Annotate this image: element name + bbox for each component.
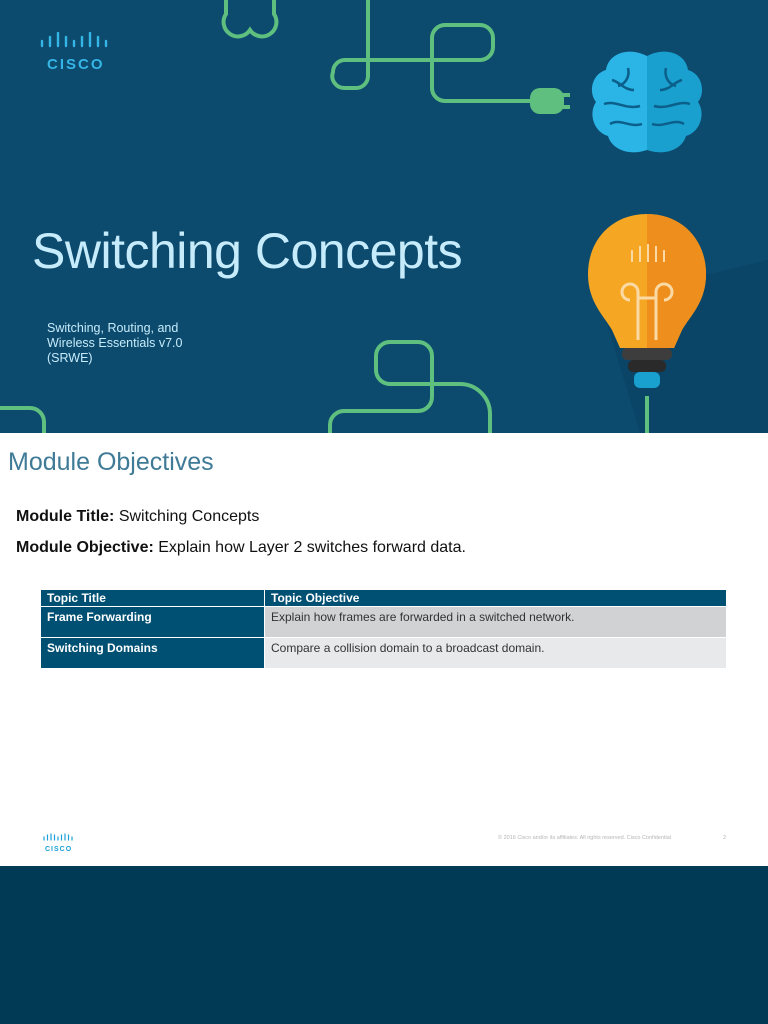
module-objective-line: [16, 539, 466, 557]
module-title-value: Switching Concepts: [118, 508, 260, 525]
column-header-topic-title: Topic Title: [41, 590, 265, 607]
table-row: [41, 607, 727, 638]
module-objective-value: Explain how Layer 2 switches forward data.: [158, 539, 466, 556]
plug-icon: [530, 88, 570, 114]
table-row: [41, 638, 727, 669]
topic-title-cell: Switching Domains: [41, 638, 265, 669]
footer-cisco-logo: [42, 828, 74, 853]
background-band: [0, 866, 768, 1024]
table-header-row: [41, 590, 727, 607]
cisco-logo: [38, 32, 110, 73]
topics-table: [40, 589, 727, 669]
course-subtitle: Switching, Routing, and Wireless Essentials v7.0 (SRWE): [47, 321, 183, 365]
cisco-logo-text: CISCO: [47, 56, 105, 73]
line-art-decoration: [0, 0, 768, 433]
footer-logo-text: CISCO: [45, 846, 73, 853]
copyright-text: © 2016 Cisco and/or its affiliates. All rights reserved. Cisco Confidential: [498, 835, 672, 841]
module-title-line: [16, 508, 259, 526]
title-slide: [0, 0, 768, 433]
topic-objective-cell: Explain how frames are forwarded in a switched network.: [265, 607, 727, 638]
objectives-slide: [0, 433, 768, 866]
cisco-logo-icon: [38, 32, 110, 50]
slide-title: Switching Concepts: [32, 223, 463, 279]
page-number: 2: [723, 835, 727, 841]
slide-heading: Module Objectives: [8, 448, 214, 476]
topic-title-cell: Frame Forwarding: [41, 607, 265, 638]
topic-objective-cell: Compare a collision domain to a broadcast domain.: [265, 638, 727, 669]
module-objective-label: Module Objective:: [16, 539, 154, 556]
brain-icon: [592, 52, 702, 153]
module-title-label: Module Title:: [16, 508, 115, 525]
column-header-topic-objective: Topic Objective: [265, 590, 727, 607]
cisco-logo-icon: [42, 833, 74, 841]
